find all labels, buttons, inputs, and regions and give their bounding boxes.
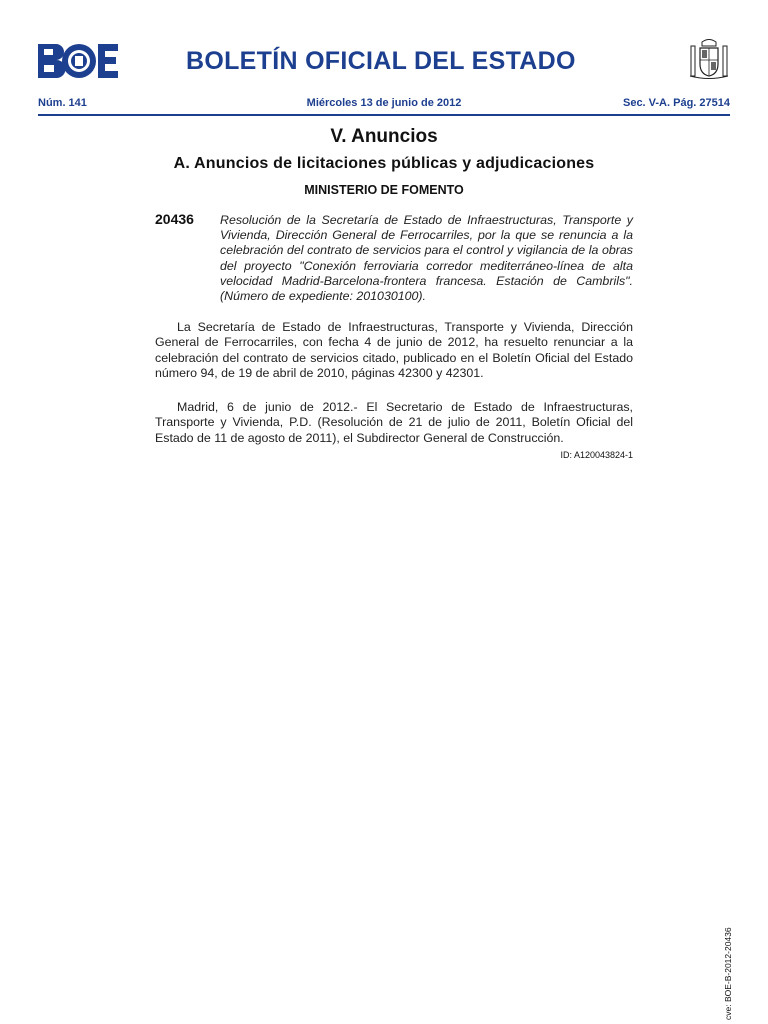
boe-logo-icon [38, 44, 118, 78]
issue-date: Miércoles 13 de junio de 2012 [306, 97, 462, 109]
cve-code: cve: BOE-B-2012-20436 [723, 927, 733, 1020]
ministry-heading: MINISTERIO DE FOMENTO [304, 183, 464, 197]
document-id: ID: A120043824-1 [560, 450, 633, 460]
issue-meta-row [38, 97, 730, 111]
section-title: V. Anuncios [330, 126, 438, 147]
announcement-summary: Resolución de la Secretaría de Estado de Infraestructuras, Transporte y Vivienda, Dirección General de Ferrocarriles, por la que se renuncia a la celebración del contrato de servicios para el control y vigilancia de la obras del proyecto "Conexión ferroviaria corredor mediterráneo-línea de alta velocidad Madrid-Barcelona-frontera francesa. Estación de Cambrils". (Número de expediente: 201030100). [220, 213, 633, 304]
announcement-number: 20436 [155, 211, 194, 227]
header-divider [38, 114, 730, 116]
body-paragraph: La Secretaría de Estado de Infraestructuras, Transporte y Vivienda, Dirección General de Ferrocarriles, con fecha 4 de junio de 2012, ha resuelto renunciar a la celebración del contrato de servicios citado, publicado en el Boletín Oficial del Estado número 94, de 19 de abril de 2010, páginas 42300 y 42301. [155, 320, 633, 381]
signature-paragraph: Madrid, 6 de junio de 2012.- El Secretario de Estado de Infraestructuras, Transporte y Vivienda, P.D. (Resolución de 21 de julio de 2011, Boletín Oficial del Estado de 11 de agosto de 2011), el Subdirector General de Construcción. [155, 400, 633, 445]
section-page: Sec. V-A. Pág. 27514 [622, 97, 730, 109]
spain-coat-of-arms-icon [688, 38, 730, 80]
section-subtitle: A. Anuncios de licitaciones públicas y adjudicaciones [173, 155, 595, 172]
bulletin-title: BOLETÍN OFICIAL DEL ESTADO [186, 47, 576, 75]
issue-number: Núm. 141 [38, 97, 87, 109]
